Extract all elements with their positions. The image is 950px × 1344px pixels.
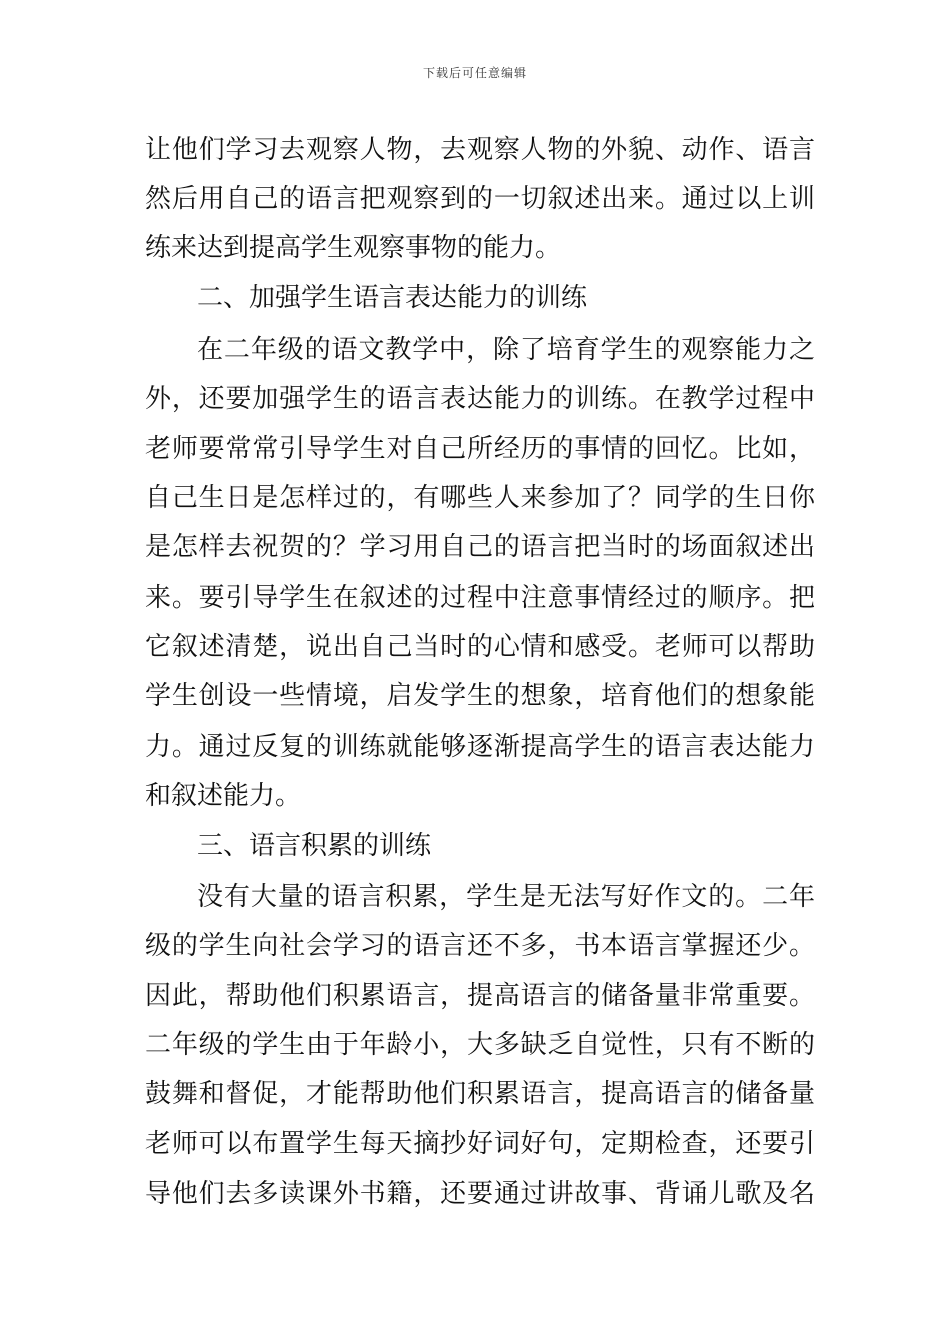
text-line: 级的学生向社会学习的语言还不多，书本语言掌握还少。	[145, 931, 815, 961]
text-line: 没有大量的语言积累，学生是无法写好作文的。二年	[197, 882, 815, 912]
text-line: 练来达到提高学生观察事物的能力。	[145, 233, 562, 263]
text-line: 自己生日是怎样过的，有哪些人来参加了？同学的生日你	[145, 483, 815, 513]
text-line: 然后用自己的语言把观察到的一切叙述出来。通过以上训	[145, 184, 815, 214]
text-line: 它叙述清楚，说出自己当时的心情和感受。老师可以帮助	[145, 632, 815, 662]
text-line: 学生创设一些情境，启发学生的想象，培育他们的想象能	[145, 681, 815, 711]
text-line: 导他们去多读课外书籍，还要通过讲故事、背诵儿歌及名	[145, 1179, 815, 1209]
text-line: 和叙述能力。	[145, 781, 302, 811]
text-line: 鼓舞和督促，才能帮助他们积累语言，提高语言的储备量	[145, 1079, 815, 1109]
text-line: 来。要引导学生在叙述的过程中注意事情经过的顺序。把	[145, 583, 815, 613]
text-line: 老师可以布置学生每天摘抄好词好句，定期检查，还要引	[145, 1129, 815, 1159]
text-line: 因此，帮助他们积累语言，提高语言的储备量非常重要。	[145, 981, 815, 1011]
text-line: 力。通过反复的训练就能够逐渐提高学生的语言表达能力	[145, 732, 815, 762]
text-line: 是怎样去祝贺的？学习用自己的语言把当时的场面叙述出	[145, 532, 815, 562]
text-line: 在二年级的语文教学中，除了培育学生的观察能力之	[197, 335, 815, 365]
page-header: 下载后可任意编辑	[422, 66, 527, 80]
text-line: 老师要常常引导学生对自己所经历的事情的回忆。比如，	[145, 434, 815, 464]
text-line: 二年级的学生由于年龄小，大多缺乏自觉性，只有不断的	[145, 1030, 815, 1060]
text-line: 让他们学习去观察人物，去观察人物的外貌、动作、语言	[145, 135, 815, 165]
text-line: 外，还要加强学生的语言表达能力的训练。在教学过程中	[145, 384, 815, 414]
section-heading: 二、加强学生语言表达能力的训练	[197, 283, 588, 313]
section-heading: 三、语言积累的训练	[197, 831, 432, 861]
